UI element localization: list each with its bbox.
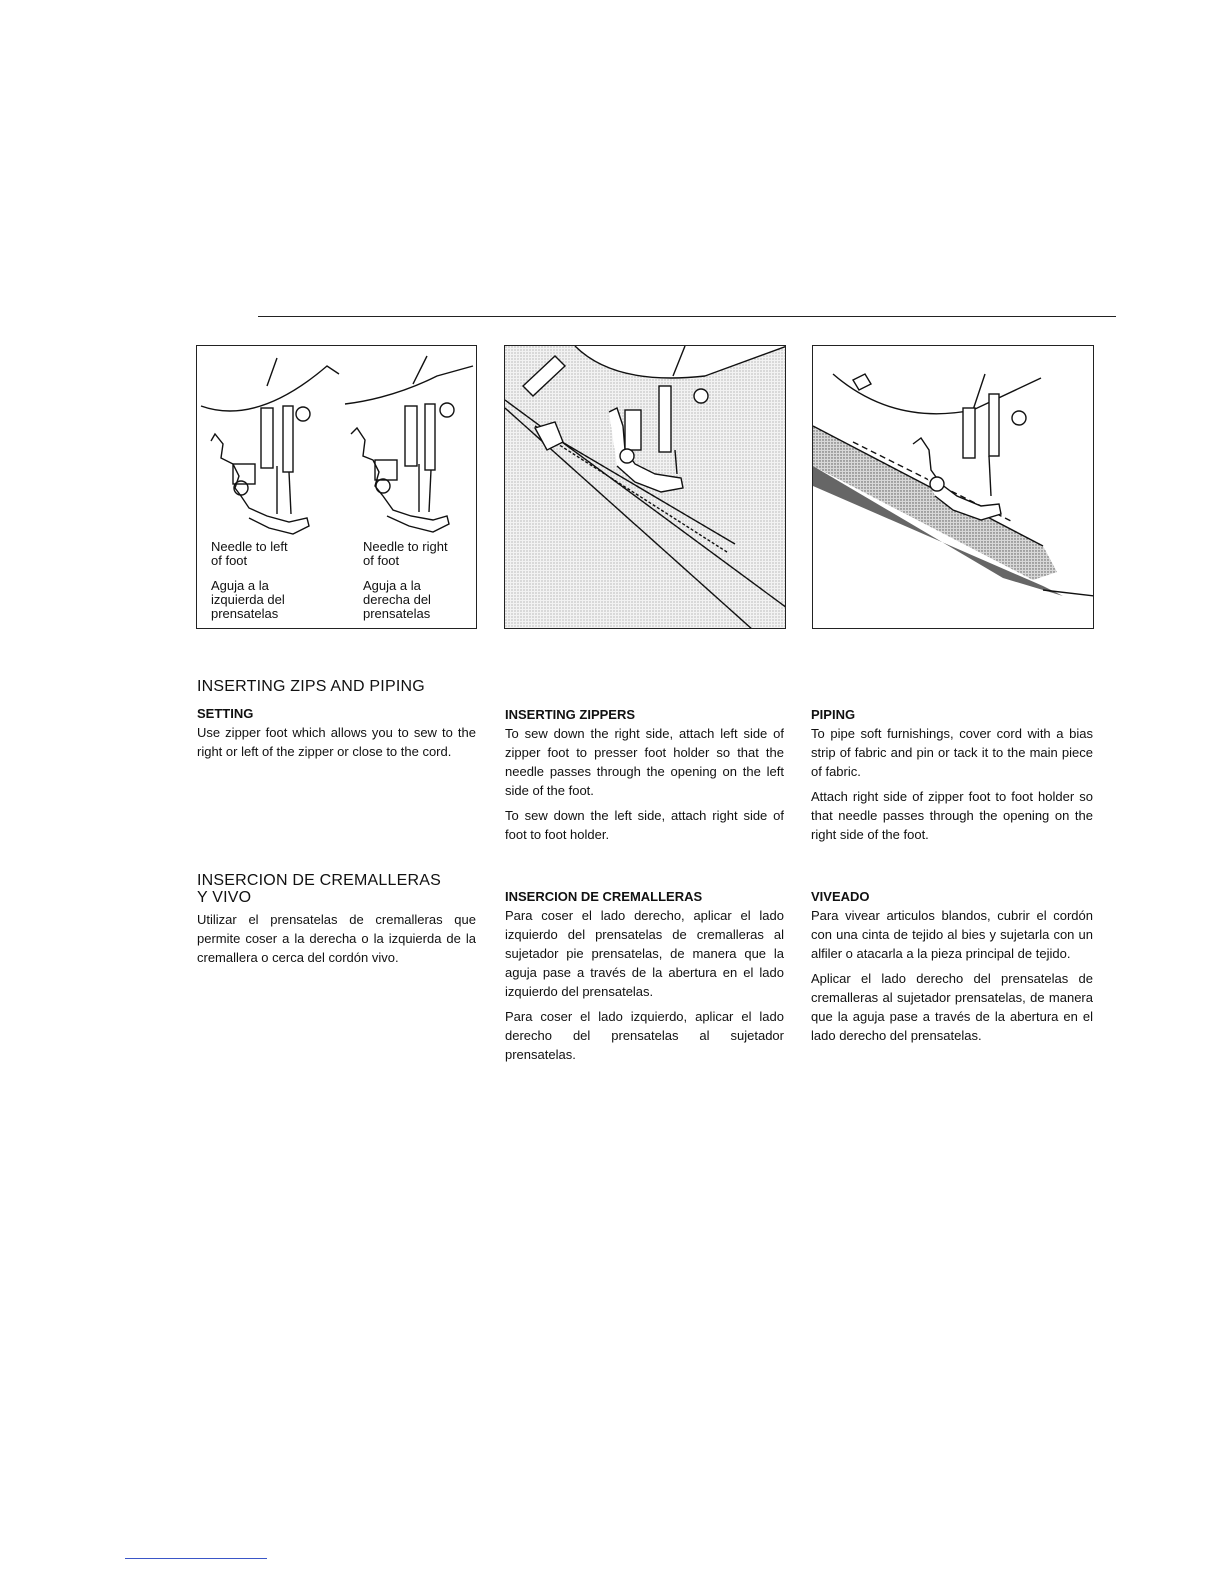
zippers-column-es bbox=[505, 888, 784, 1070]
section-title-es: INSERCION DE CREMALLERAS Y VIVO bbox=[197, 872, 441, 906]
piping-heading-es: VIVEADO bbox=[811, 889, 870, 904]
piping-column-es bbox=[811, 888, 1093, 1051]
figure-piping bbox=[812, 345, 1094, 629]
zippers-heading: INSERTING ZIPPERS bbox=[505, 707, 636, 722]
zippers-heading-es: INSERCION DE CREMALLERAS bbox=[505, 889, 703, 904]
figure-needle-positions bbox=[196, 345, 477, 629]
caption-needle-left-es: Aguja a la izquierda del prensatelas bbox=[211, 578, 285, 621]
caption-needle-left-en: Needle to left of foot bbox=[211, 539, 288, 568]
caption-needle-right-es: Aguja a la derecha del prensatelas bbox=[363, 578, 431, 621]
piping-column-en bbox=[811, 706, 1093, 850]
piping-paragraph-2-es: Aplicar el lado derecho del prensatelas de cremalleras al sujetador prensatelas, de manera que la aguja pase a través de la abertura en el lado derecho del prensatelas. bbox=[811, 971, 1093, 1043]
figure-inserting-zipper bbox=[504, 345, 786, 629]
zippers-paragraph-2: To sew down the left side, attach right side of foot to foot holder. bbox=[505, 808, 784, 842]
caption-needle-right-en: Needle to right of foot bbox=[363, 539, 448, 568]
zipper-illustration bbox=[505, 346, 786, 629]
setting-text-es: Utilizar el prensatelas de cremalleras que permite coser a la derecha o la izquierda de la cremallera o cerca del cordón vivo. bbox=[197, 912, 476, 965]
zippers-paragraph-2-es: Para coser el lado izquierdo, aplicar el lado derecho del prensatelas al sujetador prensatelas. bbox=[505, 1009, 784, 1062]
top-rule bbox=[258, 316, 1116, 317]
section-title-en: INSERTING ZIPS AND PIPING bbox=[197, 678, 425, 695]
zippers-column-en bbox=[505, 706, 784, 850]
piping-illustration bbox=[813, 346, 1094, 629]
setting-text: Use zipper foot which allows you to sew to the right or left of the zipper or close to the cord. bbox=[197, 725, 476, 759]
setting-column-es bbox=[197, 910, 476, 973]
setting-heading: SETTING bbox=[197, 706, 254, 721]
zippers-paragraph-1-es: Para coser el lado derecho, aplicar el lado izquierdo del prensatelas de cremalleras al sujetador pie prensatelas, de manera que la aguja pase a través de la abertura en el lado izquierdo del prensatelas. bbox=[505, 908, 784, 999]
setting-column-en bbox=[197, 705, 476, 767]
piping-paragraph-1-es: Para vivear articulos blandos, cubrir el cordón con una cinta de tejido al bies y sujetarla con un alfiler o atacarla a la pieza principal de tejido. bbox=[811, 908, 1093, 961]
zippers-paragraph-1: To sew down the right side, attach left side of zipper foot to presser foot holder so that the needle passes through the opening on the left side of the foot. bbox=[505, 726, 784, 798]
bottom-rule bbox=[125, 1558, 267, 1559]
piping-heading: PIPING bbox=[811, 707, 856, 722]
piping-paragraph-1: To pipe soft furnishings, cover cord with a bias strip of fabric and pin or tack it to the main piece of fabric. bbox=[811, 726, 1093, 779]
piping-paragraph-2: Attach right side of zipper foot to foot holder so that needle passes through the opening on the right side of the foot. bbox=[811, 789, 1093, 842]
